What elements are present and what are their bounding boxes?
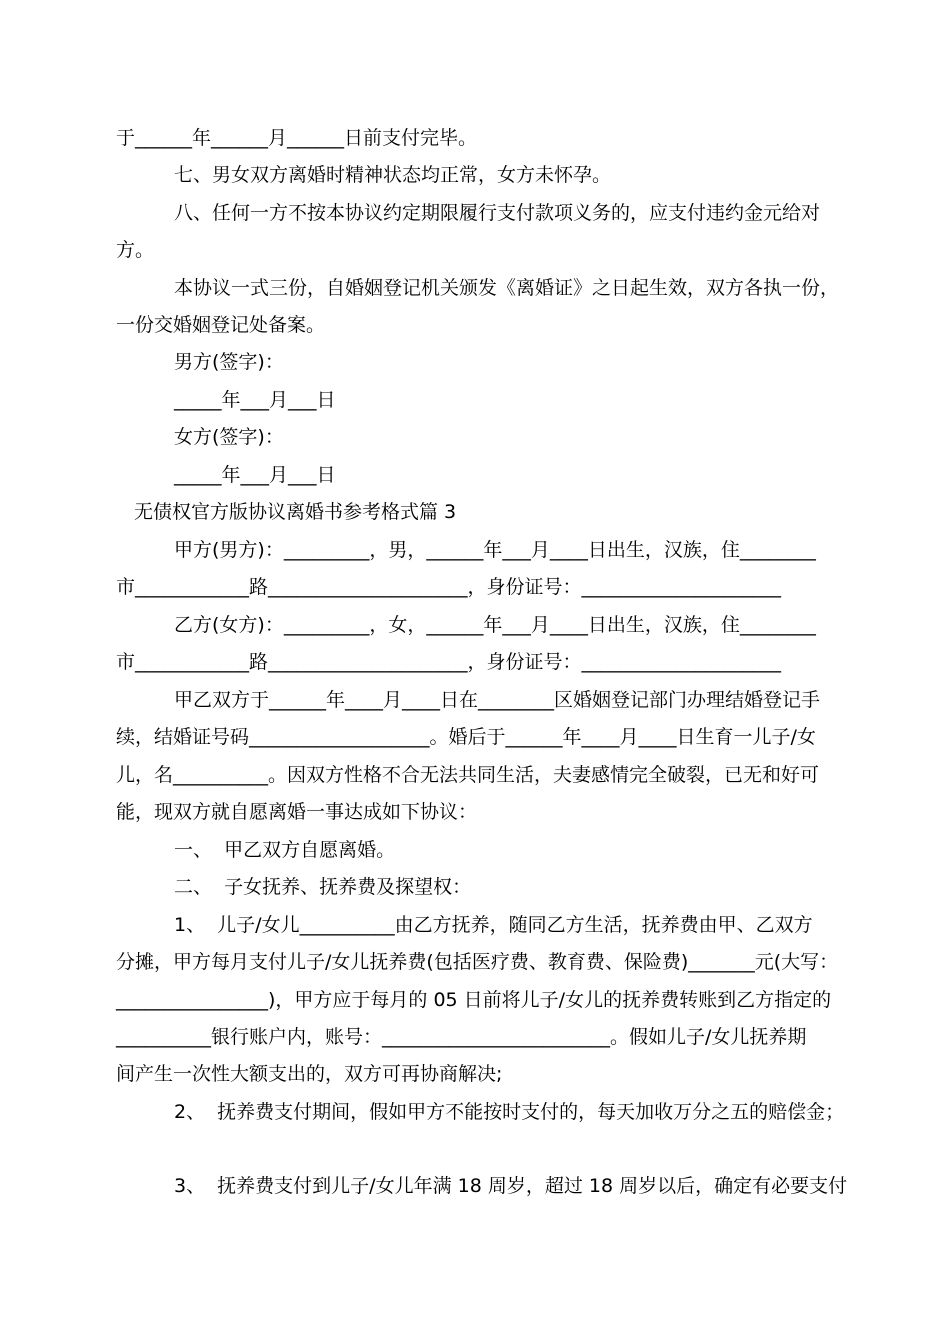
text-line: 间产生一次性大额支出的，双方可再协商解决;: [116, 1063, 503, 1085]
signature-date-male: _____年___月___日: [174, 389, 336, 411]
signature-label-male: 男方(签字)：: [174, 351, 284, 373]
text-line: 市____________路_____________________，身份证号：_____________________: [116, 576, 782, 598]
text-line: 方。: [116, 239, 155, 261]
text-line: 3、 抚养费支付到儿子/女儿年满 18 周岁，超过 18 周岁以后，确定有必要支付: [174, 1175, 848, 1197]
clause-heading: 一、 甲乙双方自愿离婚。: [174, 839, 396, 861]
text-line: 2、 抚养费支付期间，假如甲方不能按时支付的，每天加收万分之五的赔偿金；: [174, 1101, 845, 1123]
text-line: 甲方(男方)：_________，男，______年___月____日出生，汉族，住________: [174, 539, 816, 561]
text-line: 1、 儿子/女儿__________由乙方抚养，随同乙方生活，抚养费由甲、乙双方: [174, 914, 813, 936]
text-line: 市____________路_____________________，身份证号：_____________________: [116, 651, 782, 673]
text-line: ________________)，甲方应于每月的 05 日前将儿子/女儿的抚养费转账到乙方指定的: [116, 989, 832, 1011]
text-line: 儿，名__________。因双方性格不合无法共同生活，夫妻感情完全破裂，已无和好可: [116, 764, 820, 786]
clause-heading: 二、 子女抚养、抚养费及探望权：: [174, 876, 472, 898]
text-line: 八、任何一方不按本协议约定期限履行支付款项义务的，应支付违约金元给对: [174, 202, 821, 224]
text-line: __________银行账户内，账号：________________________。假如儿子/女儿抚养期: [116, 1026, 807, 1048]
text-line: 七、男女双方离婚时精神状态均正常，女方未怀孕。: [174, 164, 612, 186]
text-line: 乙方(女方)：_________，女，______年___月____日出生，汉族，住________: [174, 614, 816, 636]
text-line: 甲乙双方于______年____月____日在________区婚姻登记部门办理结婚登记手: [174, 689, 821, 711]
text-line: 于______年______月______日前支付完毕。: [116, 127, 478, 149]
signature-label-female: 女方(签字)：: [174, 426, 284, 448]
text-line: 本协议一式三份，自婚姻登记机关颁发《离婚证》之日起生效，双方各执一份，: [174, 277, 840, 299]
text-line: 一份交婚姻登记处备案。: [116, 314, 326, 336]
text-line: 分摊，甲方每月支付儿子/女儿抚养费(包括医疗费、教育费、保险费)_______元(大写：: [116, 951, 839, 973]
section-title: 无债权官方版协议离婚书参考格式篇 3: [134, 501, 457, 523]
signature-date-female: _____年___月___日: [174, 464, 336, 486]
text-line: 能，现双方就自愿离婚一事达成如下协议：: [116, 801, 478, 823]
text-line: 续，结婚证号码___________________。婚后于______年____月____日生育一儿子/女: [116, 726, 816, 748]
